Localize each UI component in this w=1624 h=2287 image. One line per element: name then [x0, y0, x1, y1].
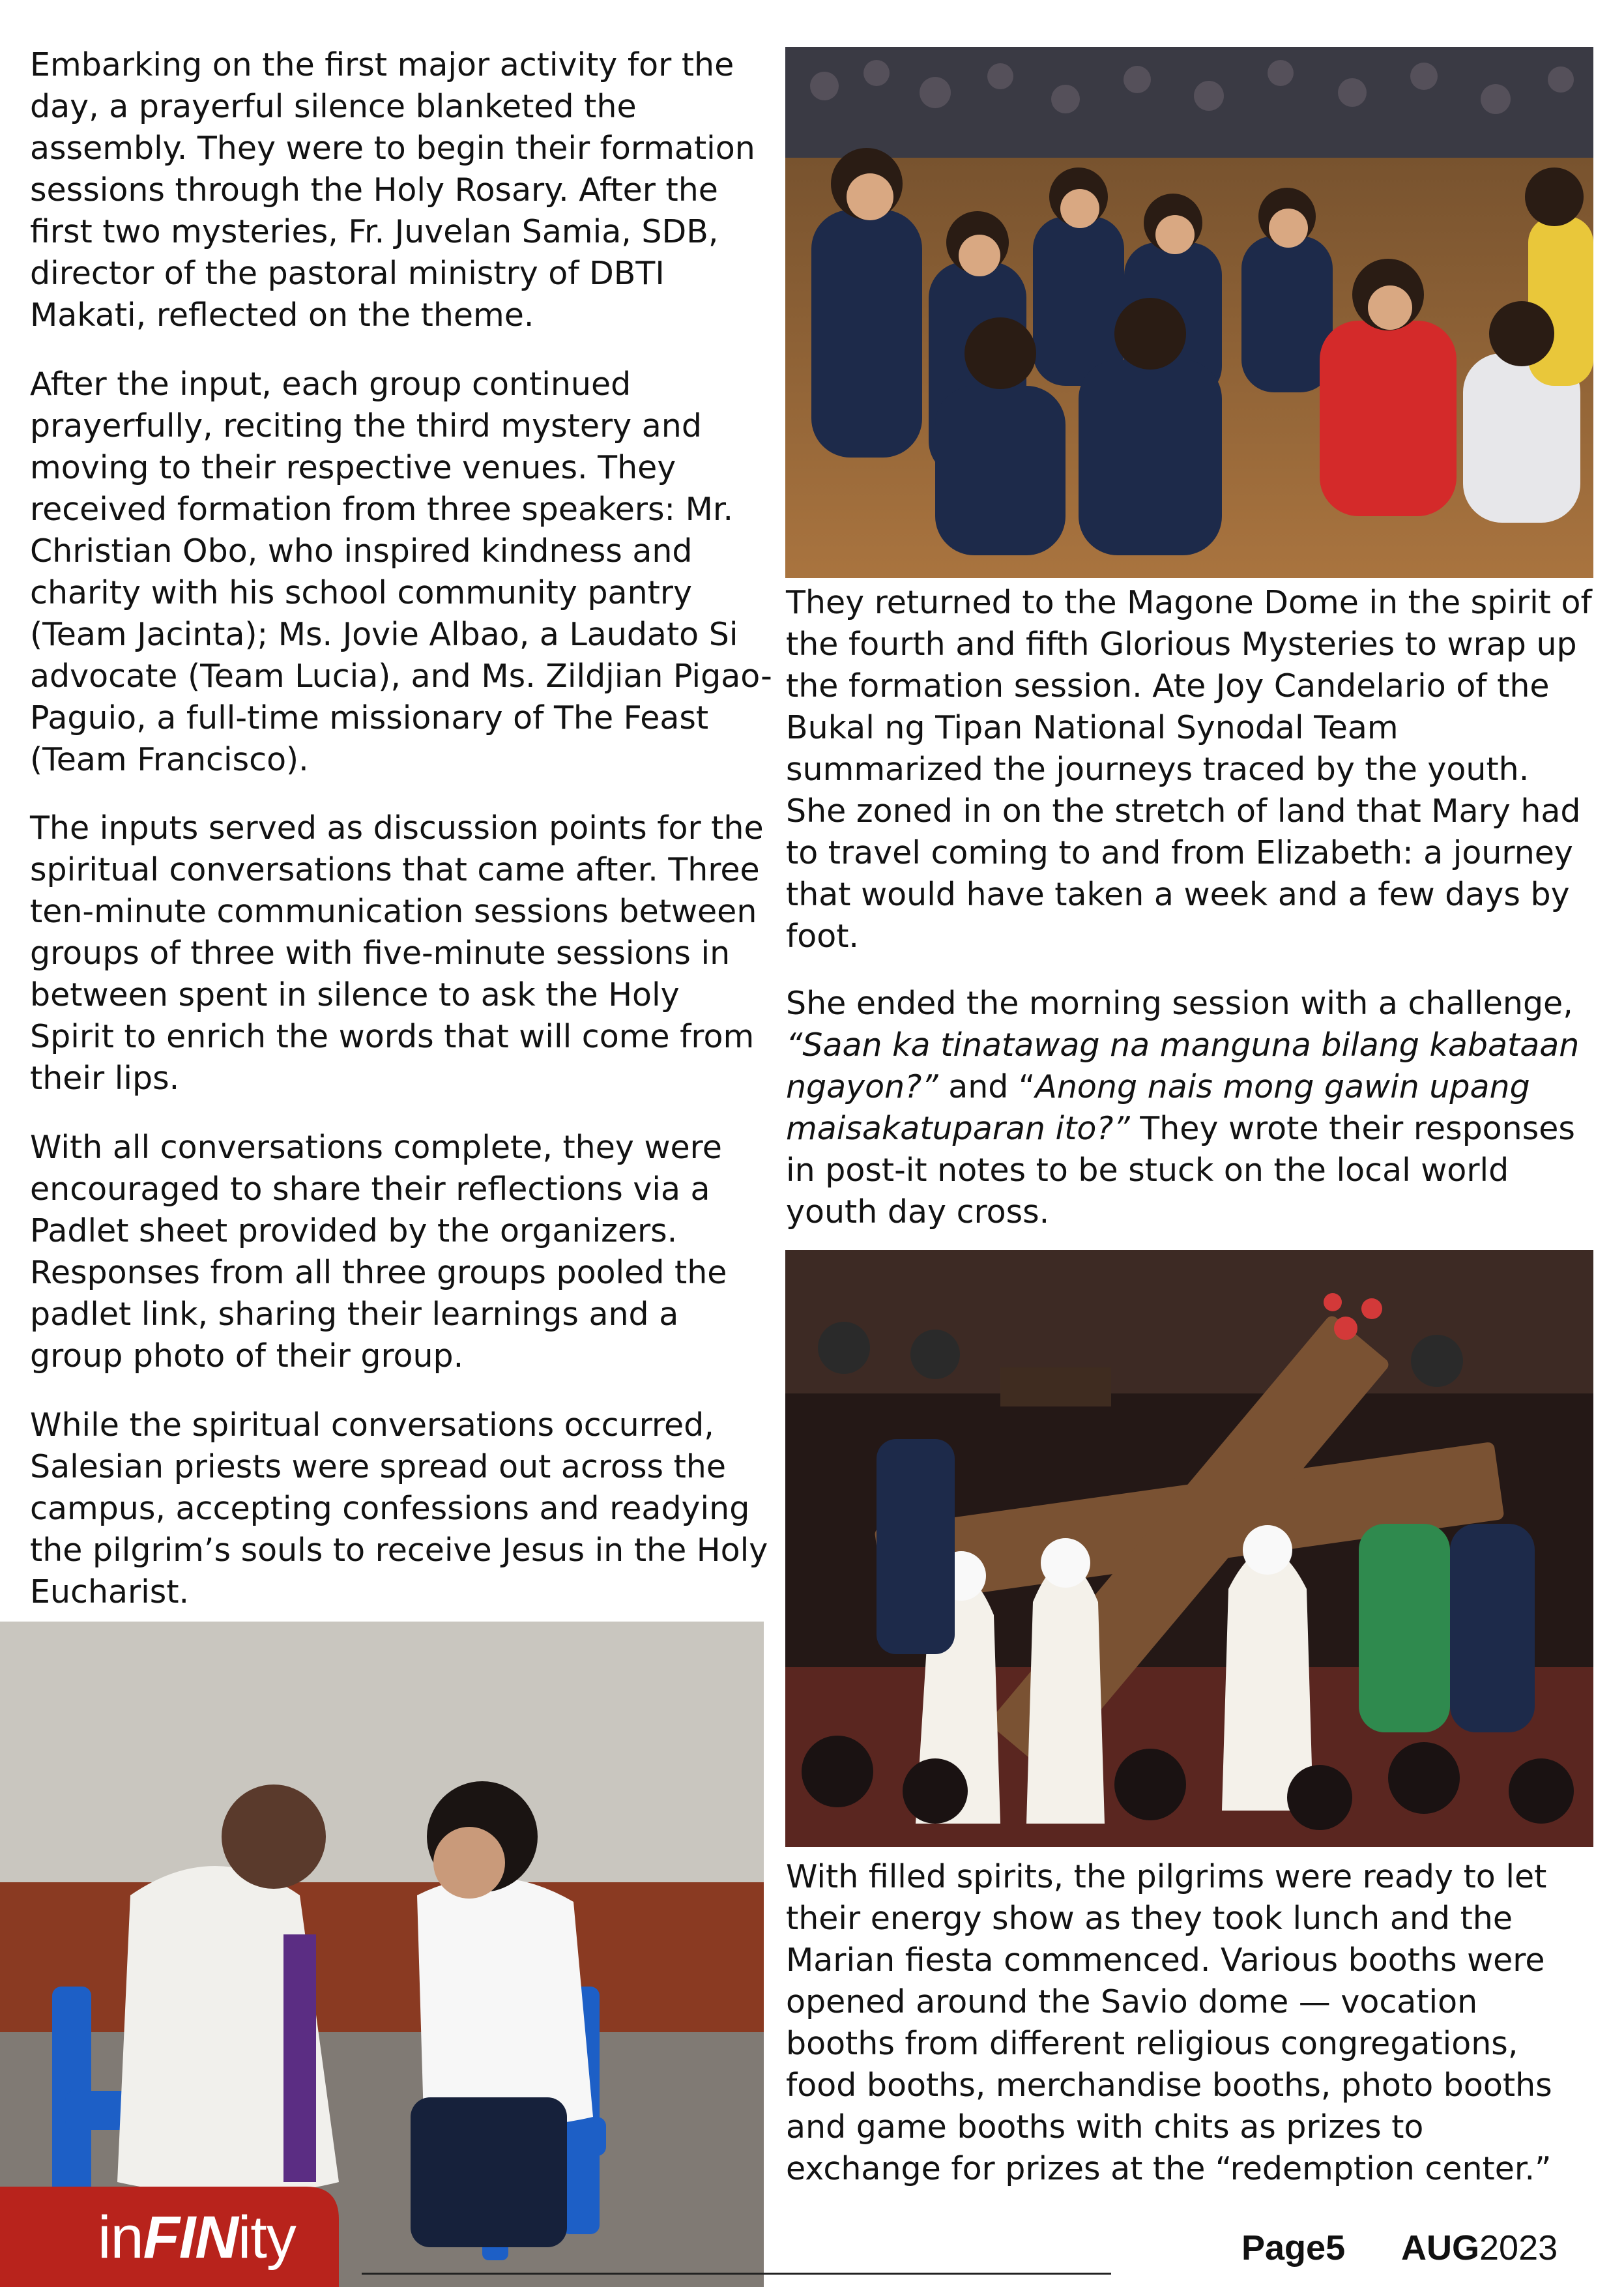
- challenge-question-2: Anong nais mong gawin upang maisakatuparan ito?”: [786, 1068, 1530, 1147]
- photo-youth-discussion: [785, 47, 1593, 578]
- challenge-question-1: “Saan ka tinatawag na manguna bilang kabataan ngayon?”: [786, 1027, 1580, 1105]
- footer-rule: [362, 2273, 1111, 2275]
- right-paragraph-3: With filled spirits, the pilgrims were ready to let their energy show as they took lunch and the Marian fiesta commenced. Various booths were opened around the Savio dome — vocation booths from different religious congregations, food booths, merchandise booths, photo booths and game booths with chits as prizes to exchange for prizes at the “redemption center.”: [786, 1858, 1552, 2187]
- left-paragraph-4: With all conversations complete, they were encouraged to share their reflections via a Padlet sheet provided by the organizers. Responses from all three groups pooled the padlet link, sharing their learnings and a group photo of their group.: [30, 1129, 727, 1375]
- logo-wordmark: inFINity: [98, 2204, 296, 2271]
- page-number: Page5: [1241, 2228, 1346, 2267]
- challenge-connector: and “: [938, 1068, 1036, 1105]
- photo-cross-procession: [785, 1250, 1624, 2001]
- right-paragraph-1: They returned to the Magone Dome in the spirit of the fourth and fifth Glorious Mysteries to wrap up the formation session. Ate Joy Candelario of the Bukal ng Tipan National Synodal Team summarized the journeys traced by the youth. She zoned in on the stretch of land that Mary had to travel coming to and from Elizabeth: a journey that would have taken a week and a few days by foot.: [786, 584, 1592, 955]
- infinity-logo: [0, 2187, 339, 2287]
- left-paragraph-2: After the input, each group continued prayerfully, reciting the third mystery and moving to their respective venues. They received formation from three speakers: Mr. Christian Obo, who inspired kindness and charity with his school community pantry (Team Jacinta); Ms. Jovie Albao, a Laudato Si advocate (Team Lucia), and Ms. Zildjian Pigao-Paguio, a full-time missionary of The Feast (Team Francisco).: [30, 366, 772, 778]
- left-paragraph-1: Embarking on the first major activity for the day, a prayerful silence blanketed the assembly. They were to begin their formation sessions through the Holy Rosary. After the first two mysteries, Fr. Juvelan Samia, SDB, director of the pastoral ministry of DBTI Makati, reflected on the theme.: [30, 46, 755, 334]
- left-paragraph-3: The inputs served as discussion points for the spiritual conversations that came after. Three ten-minute communication sessions between groups of three with five-minute sessions in between spent in silence to ask the Holy Spirit to enrich the words that will come from their lips.: [30, 809, 764, 1097]
- photo-credit: Photos by Mr. Jonas Rivera: [1595, 1672, 1624, 2001]
- left-paragraph-5: While the spiritual conversations occurred, Salesian priests were spread out across the campus, accepting confessions and readying the pilgrim’s souls to receive Jesus in the Holy Eucharist.: [30, 1406, 768, 1610]
- challenge-lead: She ended the morning session with a challenge,: [786, 985, 1573, 1022]
- issue-date: AUG2023: [1401, 2228, 1558, 2267]
- right-paragraph-2: [786, 983, 1594, 1233]
- challenge-tail: They wrote their responses in post-it notes to be stuck on the local world youth day cross.: [786, 1110, 1575, 1231]
